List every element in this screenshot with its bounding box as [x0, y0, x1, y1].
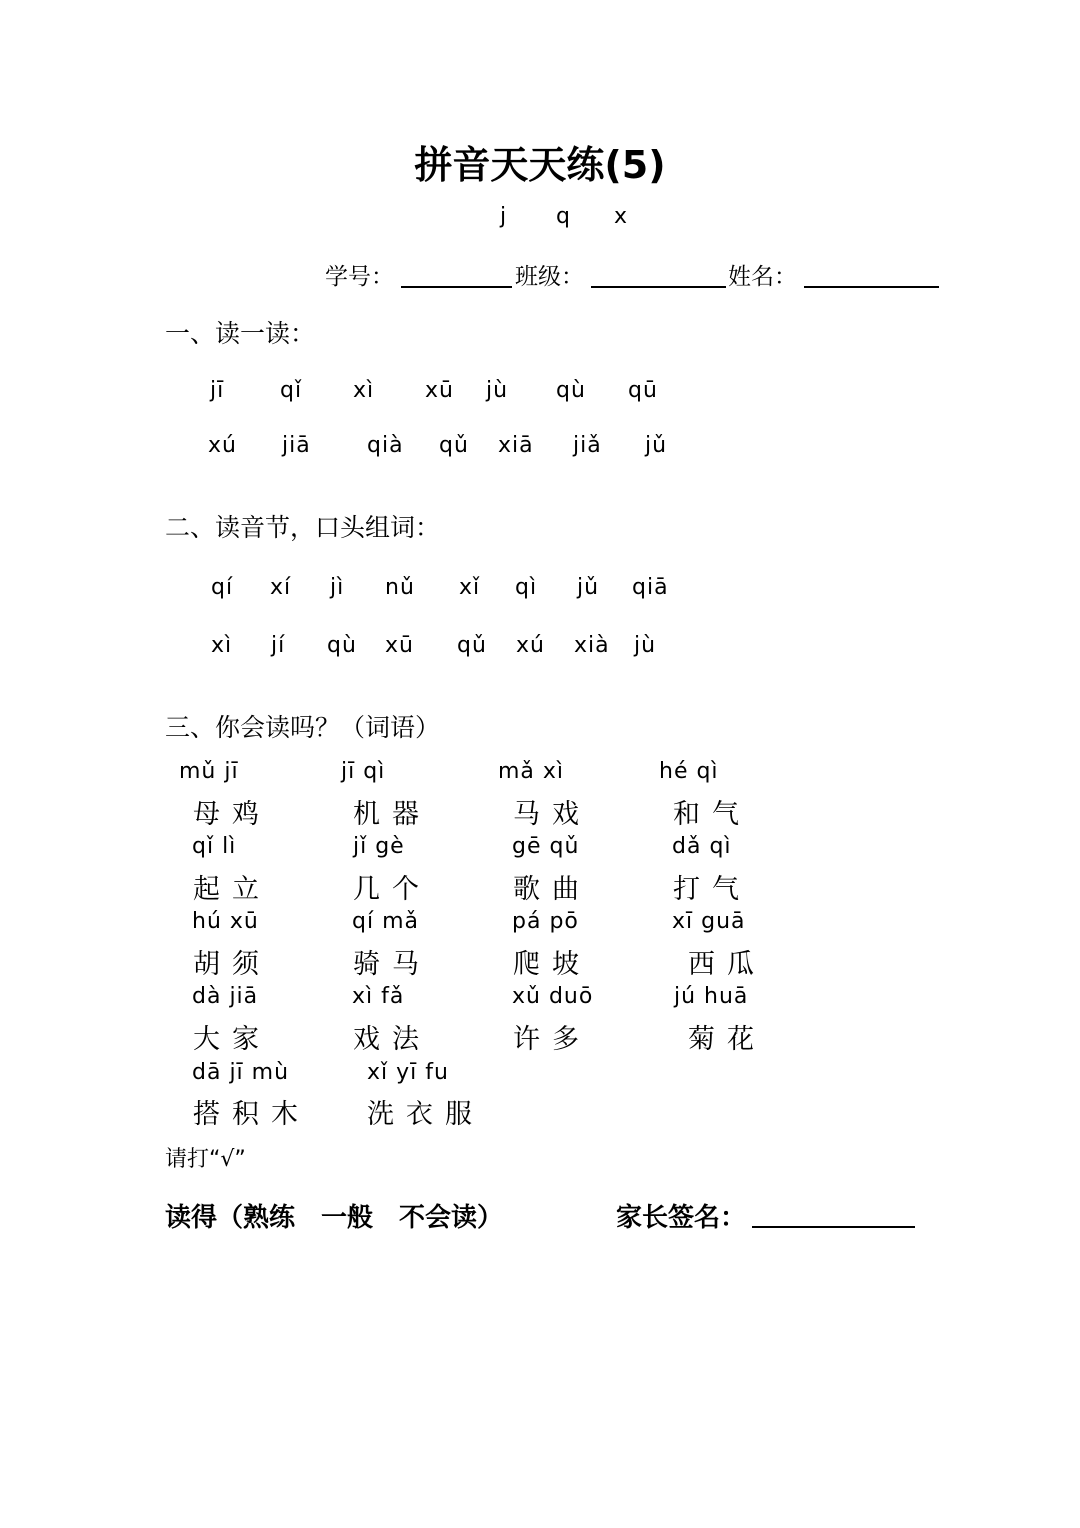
parent-signature-field[interactable] [752, 1226, 915, 1228]
s2-syllable: qù [327, 633, 357, 658]
s2-syllable: jǔ [577, 575, 600, 600]
s2-syllable: qì [515, 575, 538, 600]
name-field[interactable] [804, 286, 939, 288]
letter-j: j [500, 204, 507, 229]
s1-syllable: xiā [498, 433, 534, 458]
s2-syllable: nǔ [385, 575, 415, 600]
s1-syllable: qū [628, 378, 658, 403]
s2-syllable: xì [211, 633, 233, 658]
section3-heading: 三、你会读吗？（词语） [165, 713, 441, 742]
word-pinyin: xì fǎ [352, 984, 405, 1009]
name-label: 姓名： [728, 264, 797, 290]
section2-heading: 二、读音节，口头组词： [165, 513, 441, 542]
word-pinyin: xǔ duō [512, 984, 594, 1009]
s2-syllable: jù [634, 633, 657, 658]
s2-syllable: xǐ [459, 575, 481, 600]
word-hanzi: 母鸡 [193, 799, 271, 830]
s1-syllable: qù [556, 378, 586, 403]
class-field[interactable] [591, 286, 726, 288]
word-hanzi: 骑马 [353, 949, 431, 980]
word-pinyin: dā jī mù [192, 1060, 290, 1085]
s1-syllable: xū [425, 378, 454, 403]
s2-syllable: jí [271, 633, 286, 658]
s1-syllable: jù [486, 378, 509, 403]
s1-syllable: qià [367, 433, 404, 458]
s1-syllable: xì [353, 378, 375, 403]
s1-syllable: qǐ [280, 378, 303, 403]
word-hanzi: 许多 [513, 1024, 591, 1055]
word-hanzi: 打气 [673, 874, 751, 905]
word-pinyin: dà jiā [192, 984, 259, 1009]
s2-syllable: qí [211, 575, 234, 600]
word-pinyin: pá pō [512, 909, 579, 934]
letter-x: x [614, 204, 628, 229]
s1-syllable: jī [210, 378, 225, 403]
word-pinyin: mǔ jī [179, 759, 239, 784]
word-hanzi: 戏法 [353, 1024, 431, 1055]
word-pinyin: xǐ yī fu [367, 1060, 449, 1085]
word-hanzi: 爬坡 [513, 949, 591, 980]
word-hanzi: 胡须 [193, 949, 271, 980]
word-pinyin: jǐ gè [353, 834, 405, 859]
student-number-field[interactable] [401, 286, 512, 288]
student-number-label: 学号： [325, 264, 394, 290]
word-hanzi: 西瓜 [688, 949, 766, 980]
s2-syllable: qǔ [457, 633, 487, 658]
s1-syllable: qǔ [439, 433, 469, 458]
word-pinyin: mǎ xì [498, 759, 565, 784]
s1-syllable: jiā [282, 433, 311, 458]
parent-signature-label: 家长签名： [616, 1203, 747, 1233]
word-hanzi: 歌曲 [513, 874, 591, 905]
s2-syllable: xú [516, 633, 545, 658]
word-pinyin: jī qì [341, 759, 386, 784]
word-hanzi: 菊花 [688, 1024, 766, 1055]
word-pinyin: xī guā [672, 909, 746, 934]
reading-rating: 读得（熟练 一般 不会读） [165, 1203, 504, 1233]
s2-syllable: xí [270, 575, 292, 600]
s1-syllable: xú [208, 433, 237, 458]
section1-heading: 一、读一读： [165, 319, 316, 348]
page-title: 拼音天天练(5) [414, 143, 666, 187]
word-hanzi: 洗衣服 [367, 1099, 484, 1130]
check-instruction: 请打“√” [165, 1147, 246, 1172]
word-pinyin: hé qì [659, 759, 719, 784]
word-pinyin: dǎ qì [672, 834, 732, 859]
s2-syllable: xū [385, 633, 414, 658]
word-hanzi: 起立 [193, 874, 271, 905]
letter-q: q [556, 204, 570, 229]
s1-syllable: jiǎ [573, 433, 602, 458]
word-hanzi: 几个 [353, 874, 431, 905]
s2-syllable: qiā [632, 575, 669, 600]
word-pinyin: hú xū [192, 909, 259, 934]
word-hanzi: 搭积木 [193, 1099, 310, 1130]
s2-syllable: xià [574, 633, 610, 658]
word-pinyin: qǐ lì [192, 834, 237, 859]
word-pinyin: qí mǎ [352, 909, 419, 934]
word-pinyin: jú huā [674, 984, 749, 1009]
word-hanzi: 大家 [193, 1024, 271, 1055]
s2-syllable: jì [330, 575, 345, 600]
word-hanzi: 马戏 [513, 799, 591, 830]
s1-syllable: jǔ [645, 433, 668, 458]
word-pinyin: gē qǔ [512, 834, 580, 859]
word-hanzi: 和气 [673, 799, 751, 830]
word-hanzi: 机器 [353, 799, 431, 830]
class-label: 班级： [515, 264, 584, 290]
